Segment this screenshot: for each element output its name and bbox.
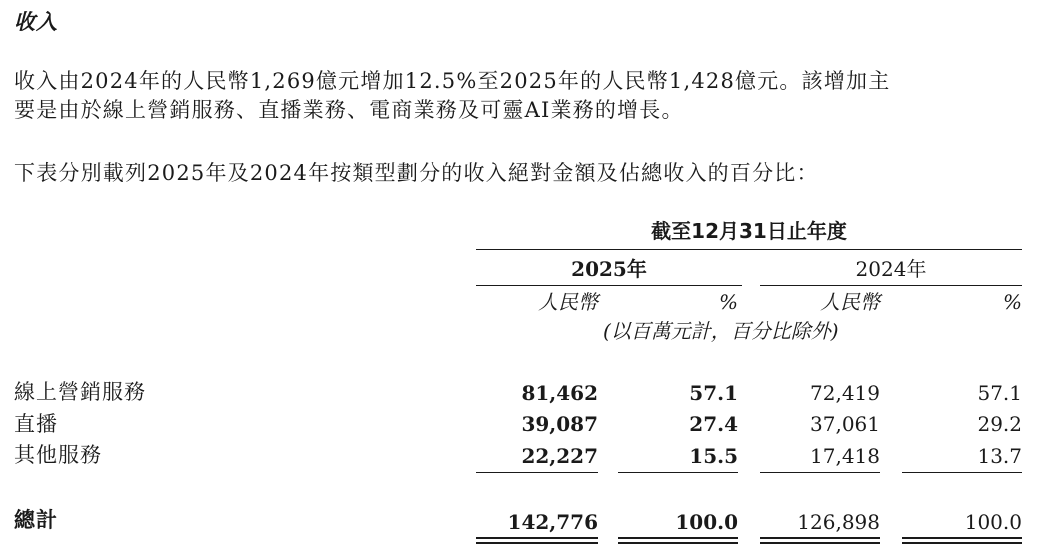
subtotal-rule <box>618 472 738 473</box>
total-double-rule-top <box>618 537 738 539</box>
total-double-rule-bottom <box>618 542 738 544</box>
cell-pct-2025: 15.5 <box>689 444 738 468</box>
subtotal-rule <box>476 472 598 473</box>
cell-rmb-2025: 39,087 <box>521 412 598 436</box>
total-double-rule-top <box>476 537 598 539</box>
cell-rmb-2024: 17,418 <box>810 444 880 468</box>
subtotal-rule <box>902 472 1022 473</box>
year-2024-header: 2024年 <box>855 257 927 281</box>
col-pct-2025-header: % <box>718 290 738 314</box>
total-double-rule-bottom <box>476 542 598 544</box>
total-double-rule-bottom <box>760 542 880 544</box>
table-intro-paragraph: 下表分別載列2025年及2024年按類型劃分的收入絕對金額及佔總收入的百分比： <box>14 161 819 185</box>
cell-rmb-2024: 37,061 <box>810 412 880 436</box>
cell-rmb-2024: 72,419 <box>810 381 880 405</box>
row-label-live-streaming: 直播 <box>14 412 58 436</box>
cell-rmb-2025: 81,462 <box>521 381 598 405</box>
total-double-rule-bottom <box>902 542 1022 544</box>
year-2024-rule <box>760 285 1022 286</box>
total-rmb-2024: 126,898 <box>797 510 880 534</box>
cell-pct-2024: 13.7 <box>977 444 1022 468</box>
unit-note: (以百萬元計，百分比除外) <box>603 319 839 343</box>
row-label-total: 總計 <box>14 508 58 532</box>
intro-line-1: 收入由2024年的人民幣1,269億元增加12.5%至2025年的人民幣1,428億元。該增加主 <box>14 69 891 93</box>
col-rmb-2024-header: 人民幣 <box>820 290 880 314</box>
cell-pct-2024: 57.1 <box>977 381 1022 405</box>
year-2025-header: 2025年 <box>571 257 647 281</box>
intro-line-2: 要是由於線上營銷服務、直播業務、電商業務及可靈AI業務的增長。 <box>14 98 684 122</box>
total-double-rule-top <box>902 537 1022 539</box>
cell-pct-2024: 29.2 <box>977 412 1022 436</box>
col-rmb-2025-header: 人民幣 <box>538 290 598 314</box>
total-rmb-2025: 142,776 <box>507 510 598 534</box>
period-header: 截至12月31日止年度 <box>651 219 847 243</box>
year-2025-rule <box>476 285 742 286</box>
subtotal-rule <box>760 472 880 473</box>
total-double-rule-top <box>760 537 880 539</box>
cell-pct-2025: 27.4 <box>689 412 738 436</box>
cell-rmb-2025: 22,227 <box>521 444 598 468</box>
col-pct-2024-header: % <box>1002 290 1022 314</box>
intro-paragraph <box>14 67 890 125</box>
section-heading: 收入 <box>14 10 58 34</box>
row-label-online-marketing: 線上營銷服務 <box>14 380 146 404</box>
total-pct-2025: 100.0 <box>675 510 738 534</box>
total-pct-2024: 100.0 <box>964 510 1022 534</box>
cell-pct-2025: 57.1 <box>689 381 738 405</box>
row-label-other-services: 其他服務 <box>14 443 102 467</box>
period-header-rule <box>476 249 1022 250</box>
